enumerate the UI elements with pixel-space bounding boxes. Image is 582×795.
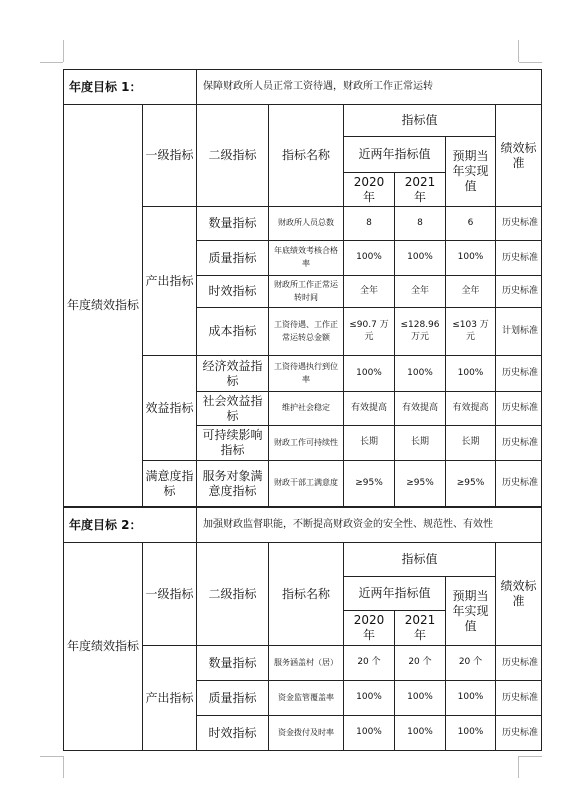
level1-header: 一级指标 [143,543,197,646]
crop-mark [519,756,542,757]
crop-mark [518,40,519,62]
value-standard: 历史标准 [496,356,542,392]
year-2020-header: 2020 年 [344,173,395,207]
value-2021: 长期 [395,426,446,461]
performance-table-2 [63,507,542,751]
group-output: 产出指标 [143,207,197,356]
goal1-label: 年度目标 1： [64,70,197,105]
level2-cell: 质量指标 [197,241,269,276]
value-expected: ≥95% [446,461,496,507]
indicator-name: 资金拨付及时率 [269,716,344,751]
name-header: 指标名称 [269,543,344,646]
value-2020: 20 个 [344,646,395,681]
value-2021: ≤128.96 万元 [395,308,446,356]
standard-header: 绩效标准 [496,105,542,207]
recent-header: 近两年指标值 [344,137,446,173]
crop-mark [518,756,519,778]
goal2-label: 年度目标 2： [64,508,197,543]
value-expected: 100% [446,681,496,716]
indicator-name: 年底绩效考核合格率 [269,241,344,276]
crop-mark [63,756,64,778]
year-2021-header: 2021 年 [395,173,446,207]
value-2020: 8 [344,207,395,241]
value-2020: 长期 [344,426,395,461]
value-2020: ≥95% [344,461,395,507]
indicator-name: 资金监管覆盖率 [269,681,344,716]
value-2021: 8 [395,207,446,241]
value-2020: 100% [344,681,395,716]
value-standard: 历史标准 [496,646,542,681]
value-header: 指标值 [344,105,496,137]
value-2020: ≤90.7 万元 [344,308,395,356]
level2-cell: 数量指标 [197,207,269,241]
performance-table-1 [63,69,542,507]
value-standard: 计划标准 [496,308,542,356]
indicator-name: 工资待遇执行到位率 [269,356,344,392]
value-expected: 100% [446,241,496,276]
crop-mark [519,62,542,63]
value-2021: 20 个 [395,646,446,681]
value-standard: 历史标准 [496,207,542,241]
level2-cell: 质量指标 [197,681,269,716]
level2-cell: 时效指标 [197,276,269,308]
value-header: 指标值 [344,543,496,577]
level2-cell: 服务对象满意度指标 [197,461,269,507]
value-2020: 全年 [344,276,395,308]
level2-header: 二级指标 [197,543,269,646]
crop-mark [63,40,64,62]
indicator-name: 财政所工作正常运转时间 [269,276,344,308]
name-header: 指标名称 [269,105,344,207]
value-2021: 有效提高 [395,392,446,426]
level2-cell: 社会效益指标 [197,392,269,426]
level2-cell: 可持续影响指标 [197,426,269,461]
value-2021: 100% [395,716,446,751]
level2-cell: 成本指标 [197,308,269,356]
crop-mark [40,756,63,757]
value-expected: 有效提高 [446,392,496,426]
goal1-text: 保障财政所人员正常工资待遇，财政所工作正常运转 [197,70,542,105]
value-standard: 历史标准 [496,392,542,426]
indicator-name: 财政工作可持续性 [269,426,344,461]
indicator-name: 维护社会稳定 [269,392,344,426]
annual-perf-header: 年度绩效指标 [64,105,143,507]
value-2021: ≥95% [395,461,446,507]
level2-cell: 时效指标 [197,716,269,751]
value-2020: 100% [344,716,395,751]
level2-header: 二级指标 [197,105,269,207]
indicator-name: 服务涵盖村（居） [269,646,344,681]
value-expected: 全年 [446,276,496,308]
value-standard: 历史标准 [496,461,542,507]
value-2020: 100% [344,241,395,276]
value-standard: 历史标准 [496,681,542,716]
value-standard: 历史标准 [496,241,542,276]
annual-perf-header: 年度绩效指标 [64,543,143,751]
value-expected: 6 [446,207,496,241]
indicator-name: 工资待遇、工作正常运转总金额 [269,308,344,356]
level2-cell: 数量指标 [197,646,269,681]
standard-header: 绩效标准 [496,543,542,646]
level1-header: 一级指标 [143,105,197,207]
expected-header: 预期当年实现值 [446,577,496,646]
level2-cell: 经济效益指标 [197,356,269,392]
value-expected: 100% [446,356,496,392]
value-expected: 20 个 [446,646,496,681]
crop-mark [40,62,63,63]
value-2020: 有效提高 [344,392,395,426]
group-benefit: 效益指标 [143,356,197,461]
value-2021: 全年 [395,276,446,308]
group-satisfaction: 满意度指标 [143,461,197,507]
value-expected: ≤103 万元 [446,308,496,356]
year-2021-header: 2021 年 [395,611,446,646]
value-standard: 历史标准 [496,426,542,461]
value-expected: 100% [446,716,496,751]
goal2-text: 加强财政监督职能，不断提高财政资金的安全性、规范性、有效性 [197,508,542,543]
expected-header: 预期当年实现值 [446,137,496,207]
indicator-name: 财政干部工满意度 [269,461,344,507]
indicator-name: 财政所人员总数 [269,207,344,241]
value-2021: 100% [395,356,446,392]
value-2021: 100% [395,241,446,276]
value-2020: 100% [344,356,395,392]
group-output: 产出指标 [143,646,197,751]
year-2020-header: 2020 年 [344,611,395,646]
value-standard: 历史标准 [496,276,542,308]
recent-header: 近两年指标值 [344,577,446,611]
value-standard: 历史标准 [496,716,542,751]
value-expected: 长期 [446,426,496,461]
value-2021: 100% [395,681,446,716]
